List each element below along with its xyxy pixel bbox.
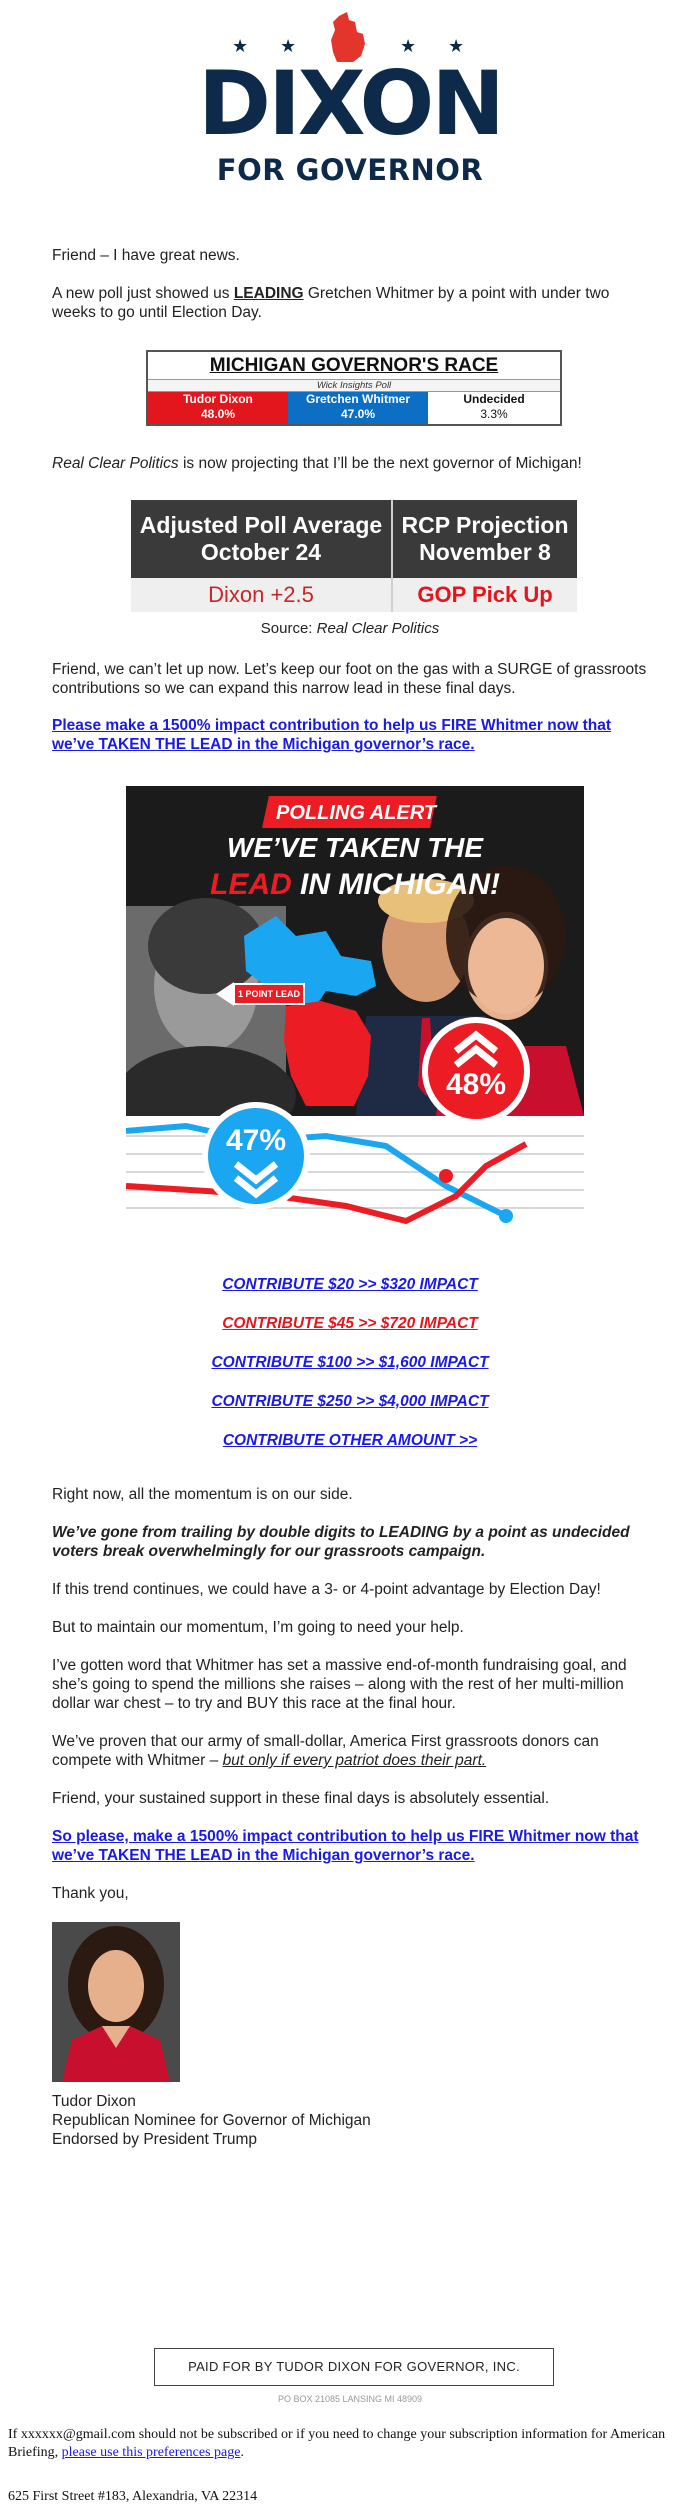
lead-tag: 1 POINT LEAD (237, 989, 300, 999)
alert-headline-rest: IN MICHIGAN! (291, 868, 500, 901)
proven-text-underline: but only if every patriot does their part. (222, 1752, 487, 1769)
campaign-logo (0, 0, 700, 200)
signature-name: Tudor Dixon (52, 2093, 136, 2110)
race-table-title: MICHIGAN GOVERNOR'S RACE (209, 355, 499, 376)
poll-text-after: Gretchen Whitmer by a point with under two weeks to go until Election Day. (52, 285, 610, 321)
preferences-link[interactable]: please use this preferences page (61, 2445, 241, 2460)
contribute-45-link[interactable]: CONTRIBUTE $45 >> $720 IMPACT (222, 1315, 478, 1332)
contribute-other-link[interactable]: CONTRIBUTE OTHER AMOUNT >> (222, 1432, 478, 1449)
proven-text (52, 1732, 652, 1770)
momentum-text: Right now, all the momentum is on our side. (52, 1486, 353, 1503)
footer-text: If xxxxxx@gmail.com should not be subscribed or if you need to change your subscription information for American Briefing, (8, 2427, 666, 2460)
logo-title: DIXON (198, 52, 502, 155)
whitmer-goal-text: I’ve gotten word that Whitmer has set a massive end-of-month fundraising goal, and she’s going to spend the millions she raises – along with the rest of her multi-million dollar war chest – to try and BUY this race at the final hour. (52, 1657, 627, 1712)
contribute-link-2[interactable]: So please, make a 1500% impact contribution to help us FIRE Whitmer now that we’ve TAKEN THE LEAD in the Michigan governor’s race. (52, 1828, 639, 1864)
tudor-dixon-photo (52, 1922, 180, 2082)
rcp-value-gop: GOP Pick Up (393, 578, 577, 612)
candidate-name: Gretchen Whitmer (305, 392, 410, 406)
rcp-projection-text (52, 454, 652, 473)
star-icon: ★ (232, 36, 249, 56)
sustained-text: Friend, your sustained support in these final days is absolutely essential. (52, 1790, 550, 1807)
paid-for-disclaimer: PAID FOR BY TUDOR DIXON FOR GOVERNOR, INC. (154, 2348, 554, 2386)
source-label: Source: (260, 620, 317, 637)
surge-text: Friend, we can’t let up now. Let’s keep our foot on the gas with a SURGE of grassroots contributions so we can expand this narrow lead in these final days. (52, 661, 647, 697)
race-table-subtitle: Wick Insights Poll (148, 379, 560, 392)
contribute-100-link[interactable]: CONTRIBUTE $100 >> $1,600 IMPACT (211, 1354, 489, 1371)
alert-headline-lead: LEAD (210, 868, 292, 901)
trailing-text: We’ve gone from trailing by double digits to LEADING by a point as undecided voters break overwhelmingly for our grassroots campaign. (52, 1524, 630, 1560)
rcp-head-date: November 8 (419, 539, 551, 565)
rcp-source (0, 619, 700, 638)
candidate-percent: 48.0% (200, 407, 236, 421)
candidate-percent: 3.3% (480, 407, 508, 421)
candidate-name: Undecided (463, 392, 525, 406)
footer-period: . (240, 2445, 244, 2460)
rcp-head-projection (393, 500, 577, 578)
alert-headline-2 (126, 868, 584, 902)
maintain-text: But to maintain our momentum, I’m going to need your help. (52, 1619, 464, 1636)
footer-address: 625 First Street #183, Alexandria, VA 22314 (8, 2489, 258, 2504)
race-cell-undecided (428, 392, 560, 424)
star-icon: ★ (448, 36, 465, 56)
dixon-percent: 48% (445, 1068, 507, 1101)
rcp-divider (391, 500, 393, 612)
rcp-name: Real Clear Politics (52, 455, 179, 472)
candidate-percent: 47.0% (340, 407, 376, 421)
rcp-text-rest: is now projecting that I’ll be the next governor of Michigan! (178, 455, 582, 472)
contribute-20-link[interactable]: CONTRIBUTE $20 >> $320 IMPACT (222, 1276, 478, 1293)
polling-alert-banner: POLLING ALERT (276, 802, 436, 824)
rcp-head-date: October 24 (200, 539, 322, 565)
greeting-text: Friend – I have great news. (52, 247, 240, 264)
proven-text-before: We’ve proven that our army of small-dollar, America First grassroots donors can compete with Whitmer – (52, 1733, 599, 1769)
governor-race-table (146, 350, 562, 426)
rcp-value-dixon: Dixon +2.5 (131, 578, 391, 612)
rcp-head-poll-average (131, 500, 391, 578)
race-cell-dixon (148, 392, 288, 424)
contribute-link-1[interactable]: Please make a 1500% impact contribution to help us FIRE Whitmer now that we’ve TAKEN THE LEAD in the Michigan governor’s race. (52, 717, 611, 753)
rcp-table (131, 500, 577, 612)
logo-subtitle: FOR GOVERNOR (216, 153, 484, 187)
rcp-head-text: Adjusted Poll Average (139, 512, 383, 538)
thank-you-text: Thank you, (52, 1885, 129, 1902)
po-box-address: PO BOX 21085 LANSING MI 48909 (277, 2394, 423, 2404)
trend-text: If this trend continues, we could have a 3- or 4-point advantage by Election Day! (52, 1581, 601, 1598)
poll-text-before: A new poll just showed us (52, 285, 234, 302)
polling-alert-image[interactable] (126, 786, 584, 1232)
whitmer-percent: 47% (225, 1124, 287, 1157)
signature-title: Republican Nominee for Governor of Michigan (52, 2112, 371, 2129)
poll-text-leading: LEADING (233, 285, 304, 302)
source-name: Real Clear Politics (316, 620, 440, 637)
alert-headline-1: WE’VE TAKEN THE (226, 832, 484, 863)
contribute-250-link[interactable]: CONTRIBUTE $250 >> $4,000 IMPACT (211, 1393, 489, 1410)
star-icon: ★ (280, 36, 297, 56)
poll-news-text (52, 284, 652, 322)
star-icon: ★ (400, 36, 417, 56)
signature-endorsement: Endorsed by President Trump (52, 2131, 258, 2148)
race-cell-whitmer (288, 392, 428, 424)
rcp-head-text: RCP Projection (401, 512, 569, 538)
candidate-name: Tudor Dixon (183, 392, 253, 406)
portrait-image (52, 1922, 180, 2082)
subscription-footer (8, 2426, 692, 2462)
